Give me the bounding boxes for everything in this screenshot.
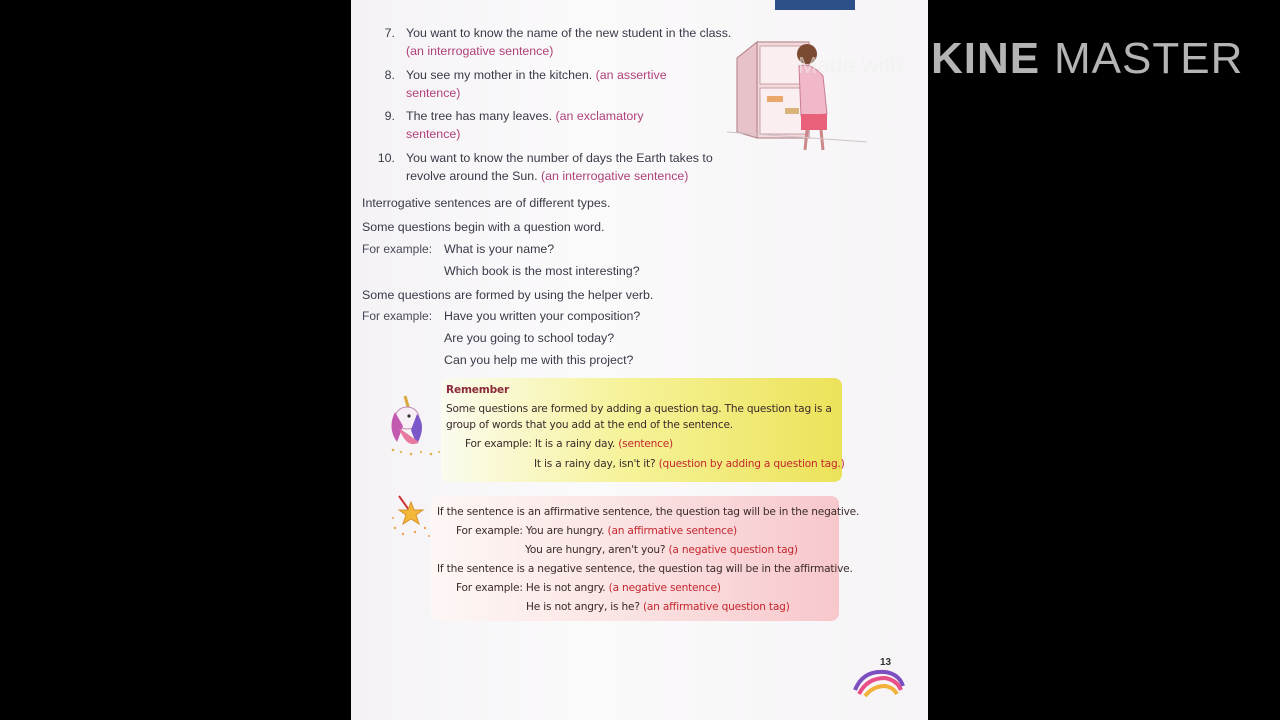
remember-text-line: Some questions are formed by adding a question tag. The question tag is a — [446, 403, 832, 415]
page-number-swirl-icon — [851, 656, 907, 698]
rule-example-1 — [456, 525, 737, 537]
page-number: 13 — [880, 657, 892, 668]
types-line: Interrogative sentences are of different types. — [362, 196, 611, 210]
textbook-page — [351, 0, 928, 720]
question-text: You want to know the name of the new student in the class. — [406, 26, 732, 40]
example-note: (a negative question tag) — [668, 544, 798, 556]
example-note: (question by adding a question tag.) — [658, 458, 845, 470]
example-note: (sentence) — [618, 438, 673, 450]
remember-title: Remember — [446, 384, 509, 396]
example-sentence: What is your name? — [444, 242, 555, 256]
helper-verb-line: Some questions are formed by using the helper verb. — [362, 288, 654, 302]
example-sentence: Are you going to school today? — [444, 331, 615, 345]
remember-text-line: group of words that you add at the end of the sentence. — [446, 419, 733, 431]
question-number: 9. — [384, 109, 395, 123]
rule-example-4 — [526, 601, 790, 613]
magic-wand-star-icon — [389, 494, 435, 540]
question-number: 8. — [384, 68, 395, 82]
rule-example-3 — [456, 582, 721, 594]
question-word-line: Some questions begin with a question word. — [362, 220, 605, 234]
watermark-kine: KINE — [931, 34, 1041, 83]
example-label: For example: — [362, 242, 433, 256]
example-sentence: Have you written your composition? — [444, 309, 641, 323]
example-sentence: Can you help me with this project? — [444, 353, 634, 367]
question-note: (an assertive sentence) — [406, 68, 667, 100]
question-note: (an exclamatory sentence) — [406, 109, 644, 141]
example-sentence: You are hungry. — [525, 525, 605, 537]
example-label: For example: — [456, 525, 523, 537]
unicorn-icon — [387, 392, 445, 458]
example-sentence: It is a rainy day. — [534, 438, 616, 450]
question-text: The tree has many leaves. — [406, 109, 553, 123]
example-note: (an affirmative sentence) — [607, 525, 737, 537]
remember-example-2 — [534, 458, 845, 470]
watermark-made-with: Made with — [798, 52, 903, 78]
question-text: You see my mother in the kitchen. — [406, 68, 593, 82]
example-label: For example: — [456, 582, 523, 594]
question-number: 7. — [384, 26, 395, 40]
example-sentence: He is not angry, is he? — [526, 601, 640, 613]
example-label: For example: — [465, 438, 532, 450]
question-note: (an interrogative sentence) — [406, 44, 554, 58]
example-label: For example: — [362, 309, 433, 323]
example-note: (a negative sentence) — [608, 582, 721, 594]
question-text: You want to know the number of days the Earth takes to revolve around the Sun. — [406, 151, 713, 183]
example-note: (an affirmative question tag) — [642, 601, 790, 613]
rule-line-negative: If the sentence is a negative sentence, the question tag will be in the affirmative. — [437, 563, 853, 575]
remember-example-1 — [465, 438, 673, 450]
rule-example-2 — [525, 544, 798, 556]
page-top-strip — [775, 0, 855, 10]
example-sentence: He is not angry. — [525, 582, 606, 594]
example-sentence: It is a rainy day, isn't it? — [534, 458, 656, 470]
example-sentence: You are hungry, aren't you? — [525, 544, 666, 556]
question-note: (an interrogative sentence) — [541, 169, 689, 183]
example-sentence: Which book is the most interesting? — [444, 264, 640, 278]
watermark-master: MASTER — [1054, 34, 1244, 83]
rule-line-affirmative: If the sentence is an affirmative sentence, the question tag will be in the negative. — [437, 506, 860, 518]
question-number: 10. — [377, 151, 395, 165]
